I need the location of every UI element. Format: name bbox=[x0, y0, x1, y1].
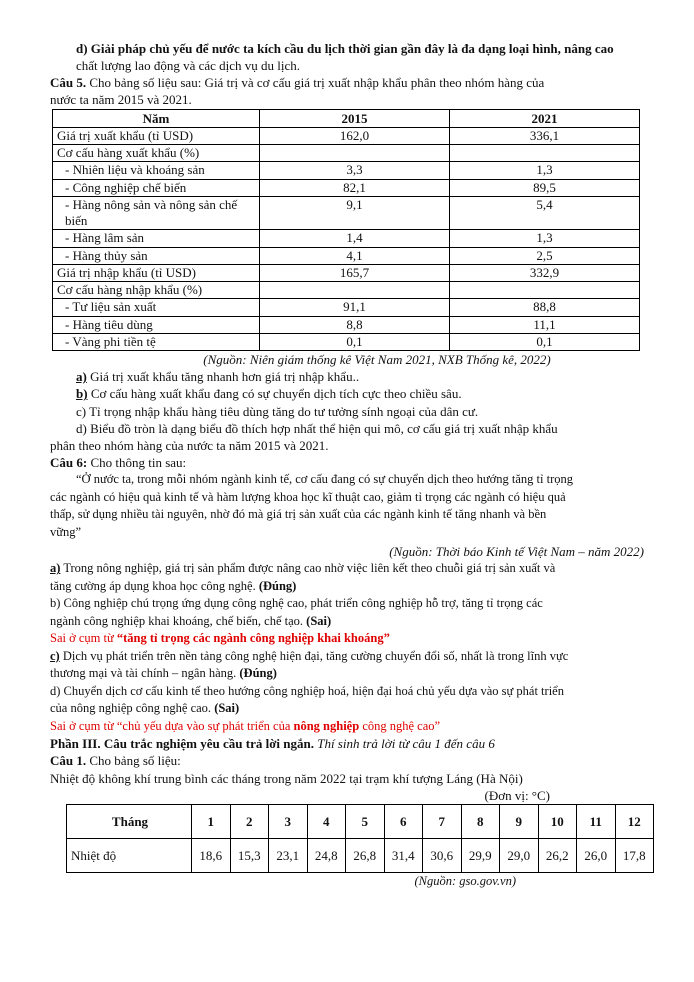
cau6-d-note bbox=[50, 718, 644, 736]
value-cell: 88,8 bbox=[450, 299, 640, 316]
cau6-statements bbox=[50, 560, 644, 735]
month-cell: 4 bbox=[307, 804, 346, 838]
phan3-heading bbox=[50, 735, 644, 752]
temperature-cell: 31,4 bbox=[384, 838, 423, 872]
table-row bbox=[53, 196, 640, 230]
intro-d-line1: d) Giải pháp chủ yếu để nước ta kích cầu du lịch thời gian gần đây là đa dạng loại hình, nâng cao bbox=[76, 41, 614, 56]
temperature-cell: 18,6 bbox=[192, 838, 231, 872]
row-label-cell: - Hàng lâm sản bbox=[53, 230, 260, 247]
month-cell: 10 bbox=[538, 804, 577, 838]
cau5-text2: nước ta năm 2015 và 2021. bbox=[50, 92, 192, 108]
value-cell: 91,1 bbox=[260, 299, 450, 316]
cau5-a-label: a) bbox=[76, 369, 87, 385]
cau6-text: Cho thông tin sau: bbox=[87, 454, 187, 470]
header-cell: Năm bbox=[53, 109, 260, 127]
temperature-cell: 17,8 bbox=[615, 838, 654, 872]
cau5-b bbox=[50, 385, 644, 402]
temperature-cell: 26,0 bbox=[577, 838, 616, 872]
cau6-label: Câu 6: bbox=[50, 454, 88, 470]
export-import-header bbox=[53, 109, 640, 127]
month-cell: 3 bbox=[269, 804, 308, 838]
temperature-cell: 30,6 bbox=[423, 838, 462, 872]
temperature-table bbox=[66, 804, 654, 873]
quote-line: thấp, sử dụng nhiều tài nguyên, nhờ đó mà giá trị sản xuất của các ngành kinh tế tăng nhanh và bền bbox=[50, 507, 547, 522]
value-cell: 2,5 bbox=[450, 247, 640, 264]
row-label-cell: Giá trị xuất khẩu (tỉ USD) bbox=[53, 127, 260, 144]
cau6-c-cont bbox=[50, 665, 644, 683]
cau1-label: Câu 1. bbox=[50, 753, 87, 769]
cau5-question bbox=[50, 74, 644, 91]
cau1-title: Nhiệt độ không khí trung bình các tháng trong năm 2022 tại trạm khí tượng Láng (Hà Nội) bbox=[50, 770, 523, 786]
row-label-cell: - Tư liệu sản xuất bbox=[53, 299, 260, 316]
cau5-source: (Nguồn: Niên giám thống kê Việt Nam 2021, NXB Thống kê, 2022) bbox=[203, 352, 551, 368]
cau1-unit: (Đơn vị: °C) bbox=[484, 787, 550, 803]
value-cell: 0,1 bbox=[260, 333, 450, 350]
table-row bbox=[53, 316, 640, 333]
value-cell: 3,3 bbox=[260, 162, 450, 179]
cau6-a-line1: Trong nông nghiệp, giá trị sản phẩm được nâng cao nhờ việc liên kết theo chuỗi giá trị sản xuất và bbox=[60, 561, 556, 576]
temperature-cell: 29,9 bbox=[461, 838, 500, 872]
cau6-d-verdict: (Sai) bbox=[214, 701, 240, 716]
value-cell: 0,1 bbox=[450, 333, 640, 350]
table-row bbox=[53, 264, 640, 281]
table-row bbox=[53, 127, 640, 144]
cau5-b-text: Cơ cấu hàng xuất khẩu đang có sự chuyển dịch tích cực theo chiều sâu. bbox=[87, 386, 462, 402]
month-cell: 9 bbox=[500, 804, 539, 838]
month-label: Tháng bbox=[67, 804, 192, 838]
value-cell: 89,5 bbox=[450, 179, 640, 196]
table-row bbox=[53, 282, 640, 299]
row-label-cell: - Hàng thủy sản bbox=[53, 247, 260, 264]
month-cell: 2 bbox=[230, 804, 269, 838]
value-cell bbox=[260, 145, 450, 162]
cau6-a bbox=[50, 560, 644, 578]
cau6-quote bbox=[50, 471, 644, 541]
cau5-d-line2: phân theo nhóm hàng của nước ta năm 2015 và 2021. bbox=[50, 437, 329, 453]
cau5-d-line1: d) Biểu đồ tròn là dạng biểu đồ thích hợp nhất thể hiện qui mô, cơ cấu giá trị xuất nhập khẩu bbox=[76, 420, 558, 436]
cau1-question bbox=[50, 752, 644, 769]
value-cell: 1,3 bbox=[450, 162, 640, 179]
month-cell: 7 bbox=[423, 804, 462, 838]
value-cell bbox=[450, 282, 640, 299]
temperature-cell: 15,3 bbox=[230, 838, 269, 872]
cau6-b-note bbox=[50, 630, 644, 648]
cau5-label: Câu 5. bbox=[50, 75, 87, 91]
quote-line: các ngành có hiệu quả kinh tế và hàm lượng khoa học kĩ thuật cao, giảm tỉ trọng các ngành có hiệu quả bbox=[50, 489, 566, 504]
cau6-source: (Nguồn: Thời báo Kinh tế Việt Nam – năm 2022) bbox=[389, 544, 644, 560]
table-row bbox=[53, 230, 640, 247]
quote-line: “Ở nước ta, trong mỗi nhóm ngành kinh tế, cơ cấu đang có sự chuyển dịch theo hướng tăng tỉ trọng bbox=[76, 472, 573, 487]
cau6-c-line1: Dịch vụ phát triển trên nền tảng công nghệ hiện đại, tăng cường chuyển đổi số, nhất là trong lĩnh vực bbox=[59, 648, 569, 663]
cau6-d-note-2: công nghệ cao” bbox=[359, 718, 441, 733]
cau6-c-label: c) bbox=[50, 648, 60, 663]
temperature-cell: 29,0 bbox=[500, 838, 539, 872]
row-label-cell: Giá trị nhập khẩu (tỉ USD) bbox=[53, 264, 260, 281]
cau6-d-note-bold: nông nghiệp bbox=[293, 718, 360, 733]
cau6-d-cont bbox=[50, 700, 644, 718]
table-row bbox=[53, 247, 640, 264]
intro-d-line2: chất lượng lao động và các dịch vụ du lịch. bbox=[76, 58, 301, 74]
row-label-cell: Cơ cấu hàng nhập khẩu (%) bbox=[53, 282, 260, 299]
cau1-text: Cho bảng số liệu: bbox=[86, 753, 181, 769]
phan3-instruction: Thí sinh trả lời từ câu 1 đến câu 6 bbox=[313, 736, 495, 752]
table-row bbox=[53, 145, 640, 162]
value-cell bbox=[450, 145, 640, 162]
value-cell: 9,1 bbox=[260, 196, 450, 230]
value-cell: 336,1 bbox=[450, 127, 640, 144]
value-cell: 162,0 bbox=[260, 127, 450, 144]
cau6-b-line2: ngành công nghiệp khai khoáng, chế biến, chế tạo. bbox=[50, 613, 307, 628]
cau6-b-line1: b) Công nghiệp chú trọng ứng dụng công nghệ cao, phát triển công nghiệp hỗ trợ, tăng tỉ trọng các bbox=[50, 596, 543, 611]
cau6-d-note-1: Sai ở cụm từ “chủ yếu dựa vào sự phát triển của bbox=[50, 718, 294, 733]
row-label-cell: - Công nghiệp chế biến bbox=[53, 179, 260, 196]
row-label-cell: Cơ cấu hàng xuất khẩu (%) bbox=[53, 145, 260, 162]
temperature-cell: 23,1 bbox=[269, 838, 308, 872]
table-row bbox=[53, 162, 640, 179]
month-cell: 5 bbox=[346, 804, 385, 838]
temperature-cell: 24,8 bbox=[307, 838, 346, 872]
row-label-cell: - Vàng phi tiền tệ bbox=[53, 333, 260, 350]
row-label-cell: - Hàng nông sản và nông sản chế biến bbox=[53, 196, 260, 230]
header-cell: 2015 bbox=[260, 109, 450, 127]
month-row bbox=[67, 804, 654, 838]
table-row bbox=[53, 299, 640, 316]
cau6-b-note-prefix: Sai ở cụm từ bbox=[50, 631, 117, 646]
month-cell: 11 bbox=[577, 804, 616, 838]
cau6-a-cont bbox=[50, 578, 644, 596]
temperature-row bbox=[67, 838, 654, 872]
row-label-cell: - Hàng tiêu dùng bbox=[53, 316, 260, 333]
month-cell: 6 bbox=[384, 804, 423, 838]
cau6-question bbox=[50, 454, 644, 471]
table-row bbox=[53, 179, 640, 196]
month-cell: 1 bbox=[192, 804, 231, 838]
temperature-label: Nhiệt độ bbox=[67, 838, 192, 872]
value-cell: 4,1 bbox=[260, 247, 450, 264]
cau6-d-line1: d) Chuyển dịch cơ cấu kinh tế theo hướng công nghiệp hoá, hiện đại hoá chủ yếu dựa vào sự phát triển bbox=[50, 683, 564, 698]
value-cell: 332,9 bbox=[450, 264, 640, 281]
cau5-c: c) Tỉ trọng nhập khẩu hàng tiêu dùng tăng do tư tưởng sính ngoại của dân cư. bbox=[76, 403, 479, 419]
month-cell: 12 bbox=[615, 804, 654, 838]
cau5-text1: Cho bảng số liệu sau: Giá trị và cơ cấu giá trị xuất nhập khẩu phân theo nhóm hàng của bbox=[86, 75, 545, 91]
value-cell: 11,1 bbox=[450, 316, 640, 333]
quote-line: vững” bbox=[50, 524, 82, 539]
cau6-c-line2: thương mại và tài chính – ngân hàng. bbox=[50, 666, 240, 681]
value-cell: 1,3 bbox=[450, 230, 640, 247]
row-label-cell: - Nhiên liệu và khoáng sản bbox=[53, 162, 260, 179]
cau6-d-line2: của nông nghiệp công nghệ cao. bbox=[50, 701, 215, 716]
value-cell: 82,1 bbox=[260, 179, 450, 196]
value-cell bbox=[260, 282, 450, 299]
cau6-a-line2: tăng cường áp dụng khoa học công nghệ. bbox=[50, 578, 259, 593]
export-import-table bbox=[52, 109, 640, 351]
cau6-b-note-bold: “tăng tỉ trọng các ngành công nghiệp khai khoáng” bbox=[116, 631, 390, 646]
cau5-b-label: b) bbox=[76, 386, 88, 402]
value-cell: 5,4 bbox=[450, 196, 640, 230]
cau5-a bbox=[50, 368, 644, 385]
cau1-source: (Nguồn: gso.gov.vn) bbox=[414, 873, 516, 888]
table-row bbox=[53, 333, 640, 350]
temperature-cell: 26,8 bbox=[346, 838, 385, 872]
value-cell: 1,4 bbox=[260, 230, 450, 247]
cau6-c-verdict: (Đúng) bbox=[239, 666, 277, 681]
temperature-cell: 26,2 bbox=[538, 838, 577, 872]
phan3-title: Phần III. Câu trắc nghiệm yêu cầu trả lời ngắn. bbox=[50, 736, 314, 752]
cau6-a-label: a) bbox=[50, 561, 61, 576]
value-cell: 165,7 bbox=[260, 264, 450, 281]
cau5-a-text: Giá trị xuất khẩu tăng nhanh hơn giá trị nhập khẩu.. bbox=[86, 369, 360, 385]
value-cell: 8,8 bbox=[260, 316, 450, 333]
cau6-b-cont bbox=[50, 613, 644, 631]
cau6-a-verdict: (Đúng) bbox=[258, 578, 297, 593]
document-page bbox=[50, 40, 644, 889]
month-cell: 8 bbox=[461, 804, 500, 838]
cau6-b-verdict: (Sai) bbox=[306, 613, 332, 628]
header-cell: 2021 bbox=[450, 109, 640, 127]
cau6-c bbox=[50, 648, 644, 666]
